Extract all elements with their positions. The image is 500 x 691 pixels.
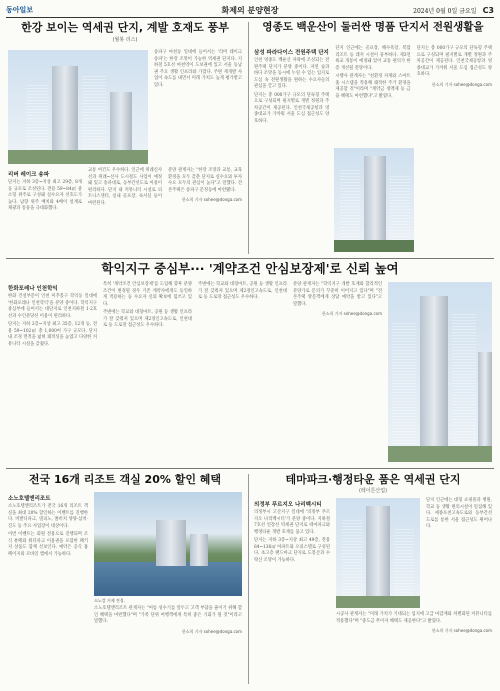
header-rule [6,17,494,18]
reporter-credit: 한소희 기자 sohee@donga.com [181,197,242,202]
body-text: 시행사 관계자는 "친환경 자재와 스마트홈 시스템을 적용해 쾌적한 주거 환경을 제공할 것"이라며 "계약금 정액제 등 금융 혜택도 마련했다"고 밝혔다. [335,74,411,99]
subhead: 리버 레이크 송파 [8,172,50,178]
body-text: 교통 여건도 우수하다. 인근에 위례신사선과 위례~신사 도시철도 사업이 예정돼 있고 송파대로, 동부간선도로 이용이 편리하다. 단지 내 커뮤니티 시설로 피트니스센터, 실내 골프장, 독서실 등이 마련된다. [88,168,162,206]
body-text: 소노호텔앤리조트 관계자는 "여름 성수기를 앞두고 고객 부담을 줄이기 위해 할인 혜택을 마련했다"며 "가족 단위 여행객에게 특히 좋은 기회가 될 것"이라고 말했다. [94,606,242,624]
issue-date: 2024년 0월 0일 금요일 [413,7,477,15]
resort-photo [94,492,242,596]
body-text: 특히 '계약조건 안심보장제'를 도입해 향후 분양 조건이 변경될 경우 기존 계약자에게도 동일하게 적용하는 등 수요자 신뢰 확보에 힘쓰고 있다. [103,282,192,307]
body-text: 분양 관계자는 "학익지구 개발 호재와 합리적인 분양가로 문의가 꾸준히 이어지고 있다"며 "견본주택 방문객에게 상담 예약을 받고 있다"고 말했다. [293,282,382,307]
yeongjong-photo [334,148,414,252]
subhead: 삼성 파라다이스 전원주택 단지 [254,50,329,56]
article-haksik [8,262,492,276]
photo-caption: 소노캄 거제 전경. [94,598,125,603]
article-yeongjong [254,22,492,34]
newspaper-brand: 동아일보 [6,6,34,14]
section-title: 화제의 분양현장 [221,5,279,15]
body-text: 이번 이벤트는 회원 전용으로 진행되며 조식 뷰페와 워터파크 이용권을 포함한 패키지 상품도 함께 선보인다. 예약은 공식 홈페이지와 모바일 앱에서 가능하다. [8,532,88,557]
page-header [6,4,494,16]
subhead: 소노호텔앤리조트 [8,496,51,502]
body-text: 주변에는 학교와 대형마트, 공원 등 생활 인프라가 잘 갖춰져 있으며 제2경인고속도로, 인천대로 등 도로망 접근성도 우수하다. [198,282,287,300]
body-text: 단지는 지하 3층~지상 최고 49층, 전용 84~136㎡ 아파트와 오피스텔로 구성된다. 초고층 랜드마크 단지로 도봉산과 수락산 조망이 가능하다. [254,538,330,563]
subhead: 의정부 푸르지오 나리벡시티 [254,502,322,508]
body-text: 주변에는 학교와 대형마트, 공원 등 생활 인프라가 잘 갖춰져 있으며 제2경인고속도로, 인천대로 등 도로망 접근성도 우수하다. [103,310,192,328]
section-rule [6,468,494,469]
reporter-credit: 한소희 기자 sohee@donga.com [321,311,382,316]
body-text: 한화 건설부문이 인천 미추홀구 학익동 일대에 '한화포레나 인천학익'을 분양 중이다. 학익지구 중심부에 들어서는 대단지로 인천지하철 1·2호선과 수인분당선 이용이 편리하다. [8,294,97,319]
body-text: 분양 관계자는 "한강 조망과 교통, 교육 환경을 모두 갖춘 단지로 실수요와 투자 수요 모두의 관심이 높다"고 말했다. 견본주택은 송파구 문정동에 마련됐다. [168,168,242,193]
riverlake-photo [8,50,148,164]
reporter-credit: 한소희 기자 sohee@donga.com [431,628,492,633]
headline: 테마파크·행정타운 품은 역세권 단지 [285,473,461,486]
column-divider [248,22,249,254]
body-text: 송파구 마천동 일대에 들어서는 '리버 레이크 송파'는 한강 조망이 가능한 역세권 단지다. 지하철 5호선 마천역이 도보권에 있고 서울 동남권 주요 생활 인프라와 가깝다. 주변 재개발 사업이 속도를 내면서 미래 가치도 높게 평가받고 있다. [154,50,242,88]
body-text: 시공사 관계자는 "미래 가치가 기대되는 입지에 고급 마감재와 차별화된 커뮤니티를 적용했다"며 "중도금 무이자 혜택도 제공한다"고 밝혔다. [336,612,492,624]
haksik-photo [388,282,492,462]
body-text: 단지는 지하 2층~지상 최고 35층, 12개 동, 전용 59~102㎡ 총 1,000여 가구 규모다. 단지 내 조경 면적을 넓혀 쾌적성을 높였고 다양한 커뮤니티 시설을 갖췄다. [8,322,97,347]
byline: (월봉 리스) [112,37,138,44]
headline: 한강 보이는 역세권 단지, 계발 호재도 풍부 [21,21,229,34]
body-text: 단지 인근에는 대형 쇼핑몰과 병원, 학교 등 생활 편의시설이 밀집해 있다. 세종포천고속도로와 동부간선도로를 통한 서울 접근성도 뛰어나다. [426,498,492,529]
article-sono [8,474,242,486]
article-riverlake [8,22,242,43]
column-divider [248,474,249,684]
section-rule [6,258,494,259]
body-text: 의정부시 고산지구 일대에 '의정부 푸르지오 나리벡시티'가 분양 중이다. 지하철 7호선 연장선 역세권 단지로 테마파크와 행정타운 개발 호재를 품고 있다. [254,510,330,535]
uijeongbu-photo [336,498,420,608]
reporter-credit: 한소희 기자 sohee@donga.com [181,628,242,634]
body-text: 단지는 총 000가구 규모의 단독형 주택으로 구성되며 필지별로 개별 정원과 주차공간이 제공된다. 인천국제공항과 영종대교가 가까워 서울 도심 접근성도 양호하다. [416,46,492,77]
headline: 영종도 백운산이 둘러싼 명품 단지서 전원생활을 [262,21,484,33]
byline: (레이튼산업) [358,488,388,495]
page-number: C3 [482,5,494,15]
body-text: 단지는 총 000가구 규모의 단독형 주택으로 구성되며 필지별로 개별 정원과 주차공간이 제공된다. 인천국제공항과 영종대교가 가까워 서울 도심 접근성도 양호하다. [254,92,330,124]
body-text: 단지 인근에는 골프장, 해수욕장, 복합 리조트 등 레저 시설이 풍부하다. 제3연륙교 개통이 예정돼 있어 교통 편의가 한층 개선될 전망이다. [335,46,411,71]
headline: 학익지구 중심부··· '계약조건 안심보장제'로 신뢰 높여 [101,261,399,276]
body-text: 단지는 지하 3층~지상 최고 29층, 8개 동 규모로 조성된다. 전용 59~84㎡ 중소형 위주로 구성돼 실수요자 선호도가 높다. 남향 위주 배치와 4베이 설계로 채광과 통풍을 극대화했다. [8,180,82,211]
article-uijeongbu [254,474,492,494]
body-text: 소노호텔앤리조트가 전국 16개 리조트 객실을 최대 20% 할인하는 이벤트를 진행한다. 비발디파크, 델피노, 쏠비치 양양·삼척·진도 등 주요 사업장이 대상이다. [8,504,88,529]
reporter-credit: 한소희 기자 sohee@donga.com [431,81,492,87]
headline: 전국 16개 리조트 객실 20% 할인 혜택 [28,473,222,486]
subhead: 한화포레나 인천학익 [8,286,58,292]
body-text: 인천 영종도 백운산 자락에 조성되는 전원주택 단지가 분양 중이다. 자연 숲과 바다 조망을 동시에 누릴 수 있는 입지로 도심 속 전원생활을 원하는 수요자들의 관심을 끌고 있다. [254,58,330,89]
